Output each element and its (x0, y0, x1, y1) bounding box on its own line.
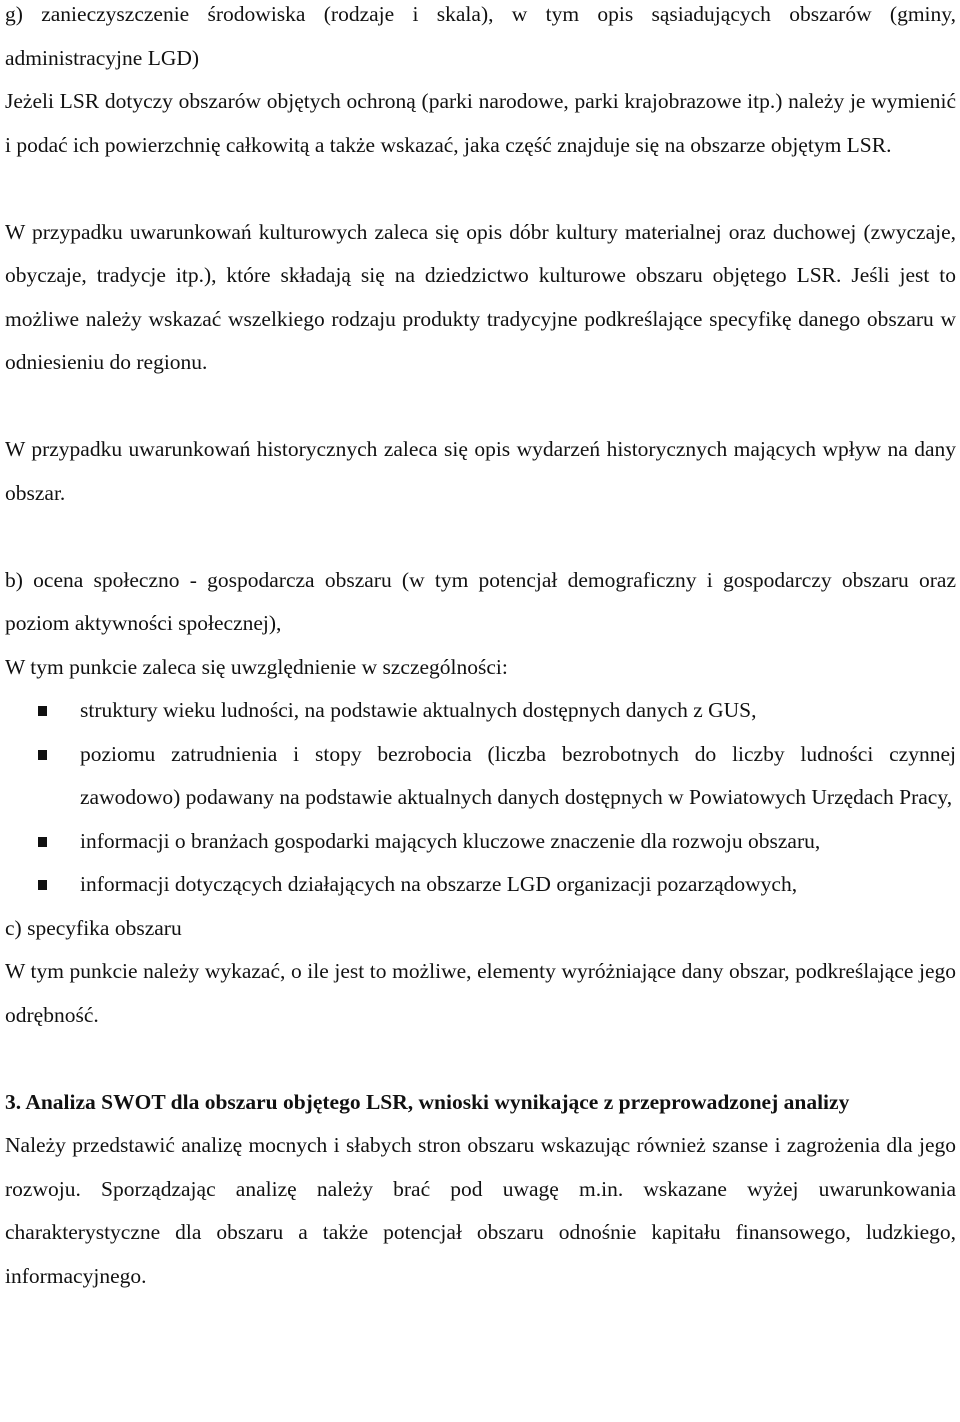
section-b-intro: W tym punkcie zaleca się uwzględnienie w szczególności: (5, 654, 508, 679)
swot-section-heading: 3. Analiza SWOT dla obszaru objętego LSR, wnioski wynikające z przeprowadzonej analizy (5, 1089, 850, 1114)
section-b-heading: b) ocena społeczno - gospodarcza obszaru (w tym potencjał demograficzny i gospodarczy obszaru oraz poziom aktywności społecznej), (5, 567, 956, 635)
list-item (5, 689, 956, 733)
square-bullet-icon (38, 706, 47, 716)
list-item-text: informacji o branżach gospodarki mających kluczowe znaczenie dla rozwoju obszaru, (80, 828, 821, 853)
list-item (5, 733, 956, 820)
bullet-list (5, 689, 956, 907)
cultural-conditions-paragraph: W przypadku uwarunkowań kulturowych zaleca się opis dóbr kultury materialnej oraz duchowej (zwyczaje, obyczaje, tradycje itp.), które składają się na dziedzictwo kulturowe obszaru objętego LSR. Jeśli jest to możliwe należy wskazać wszelkiego rodzaju produkty tradycyjne podkreślające specyfikę danego obszaru w odniesieniu do regionu. (5, 219, 956, 374)
section-c-heading: c) specyfika obszaru (5, 915, 182, 940)
square-bullet-icon (38, 750, 47, 760)
square-bullet-icon (38, 837, 47, 847)
list-item-text: struktury wieku ludności, na podstawie aktualnych dostępnych danych z GUS, (80, 698, 757, 722)
list-item (5, 863, 956, 907)
list-item (5, 820, 956, 864)
list-item-text: informacji dotyczących działających na obszarze LGD organizacji pozarządowych, (80, 872, 798, 896)
swot-section-text: Należy przedstawić analizę mocnych i słabych stron obszaru wskazując również szanse i zagrożenia dla jego rozwoju. Sporządzając analizę należy brać pod uwagę m.in. wskazane wyżej uwarunkowania charakterystyczne dla obszaru a także potencjał obszaru odnośnie kapitału finansowego, ludzkiego, informacyjnego. (5, 1133, 956, 1288)
list-item-text: poziomu zatrudnienia i stopy bezrobocia (liczba bezrobotnych do liczby ludności czynnej zawodowo) podawany na podstawie aktualnych danych dostępnych w Powiatowych Urzędach Pracy, (80, 741, 956, 809)
section-g-heading: g) zanieczyszczenie środowiska (rodzaje i skala), w tym opis sąsiadujących obszarów (gminy, administracyjne LGD) (5, 2, 956, 70)
protected-areas-paragraph: Jeżeli LSR dotyczy obszarów objętych ochroną (parki narodowe, parki krajobrazowe itp.) należy je wymienić i podać ich powierzchnię całkowitą a także wskazać, jaka część znajduje się na obszarze objętym LSR. (5, 89, 956, 157)
square-bullet-icon (38, 880, 47, 890)
section-c-text: W tym punkcie należy wykazać, o ile jest to możliwe, elementy wyróżniające dany obszar, podkreślające jego odrębność. (5, 959, 956, 1027)
historical-conditions-paragraph: W przypadku uwarunkowań historycznych zaleca się opis wydarzeń historycznych mających wpływ na dany obszar. (5, 437, 956, 505)
